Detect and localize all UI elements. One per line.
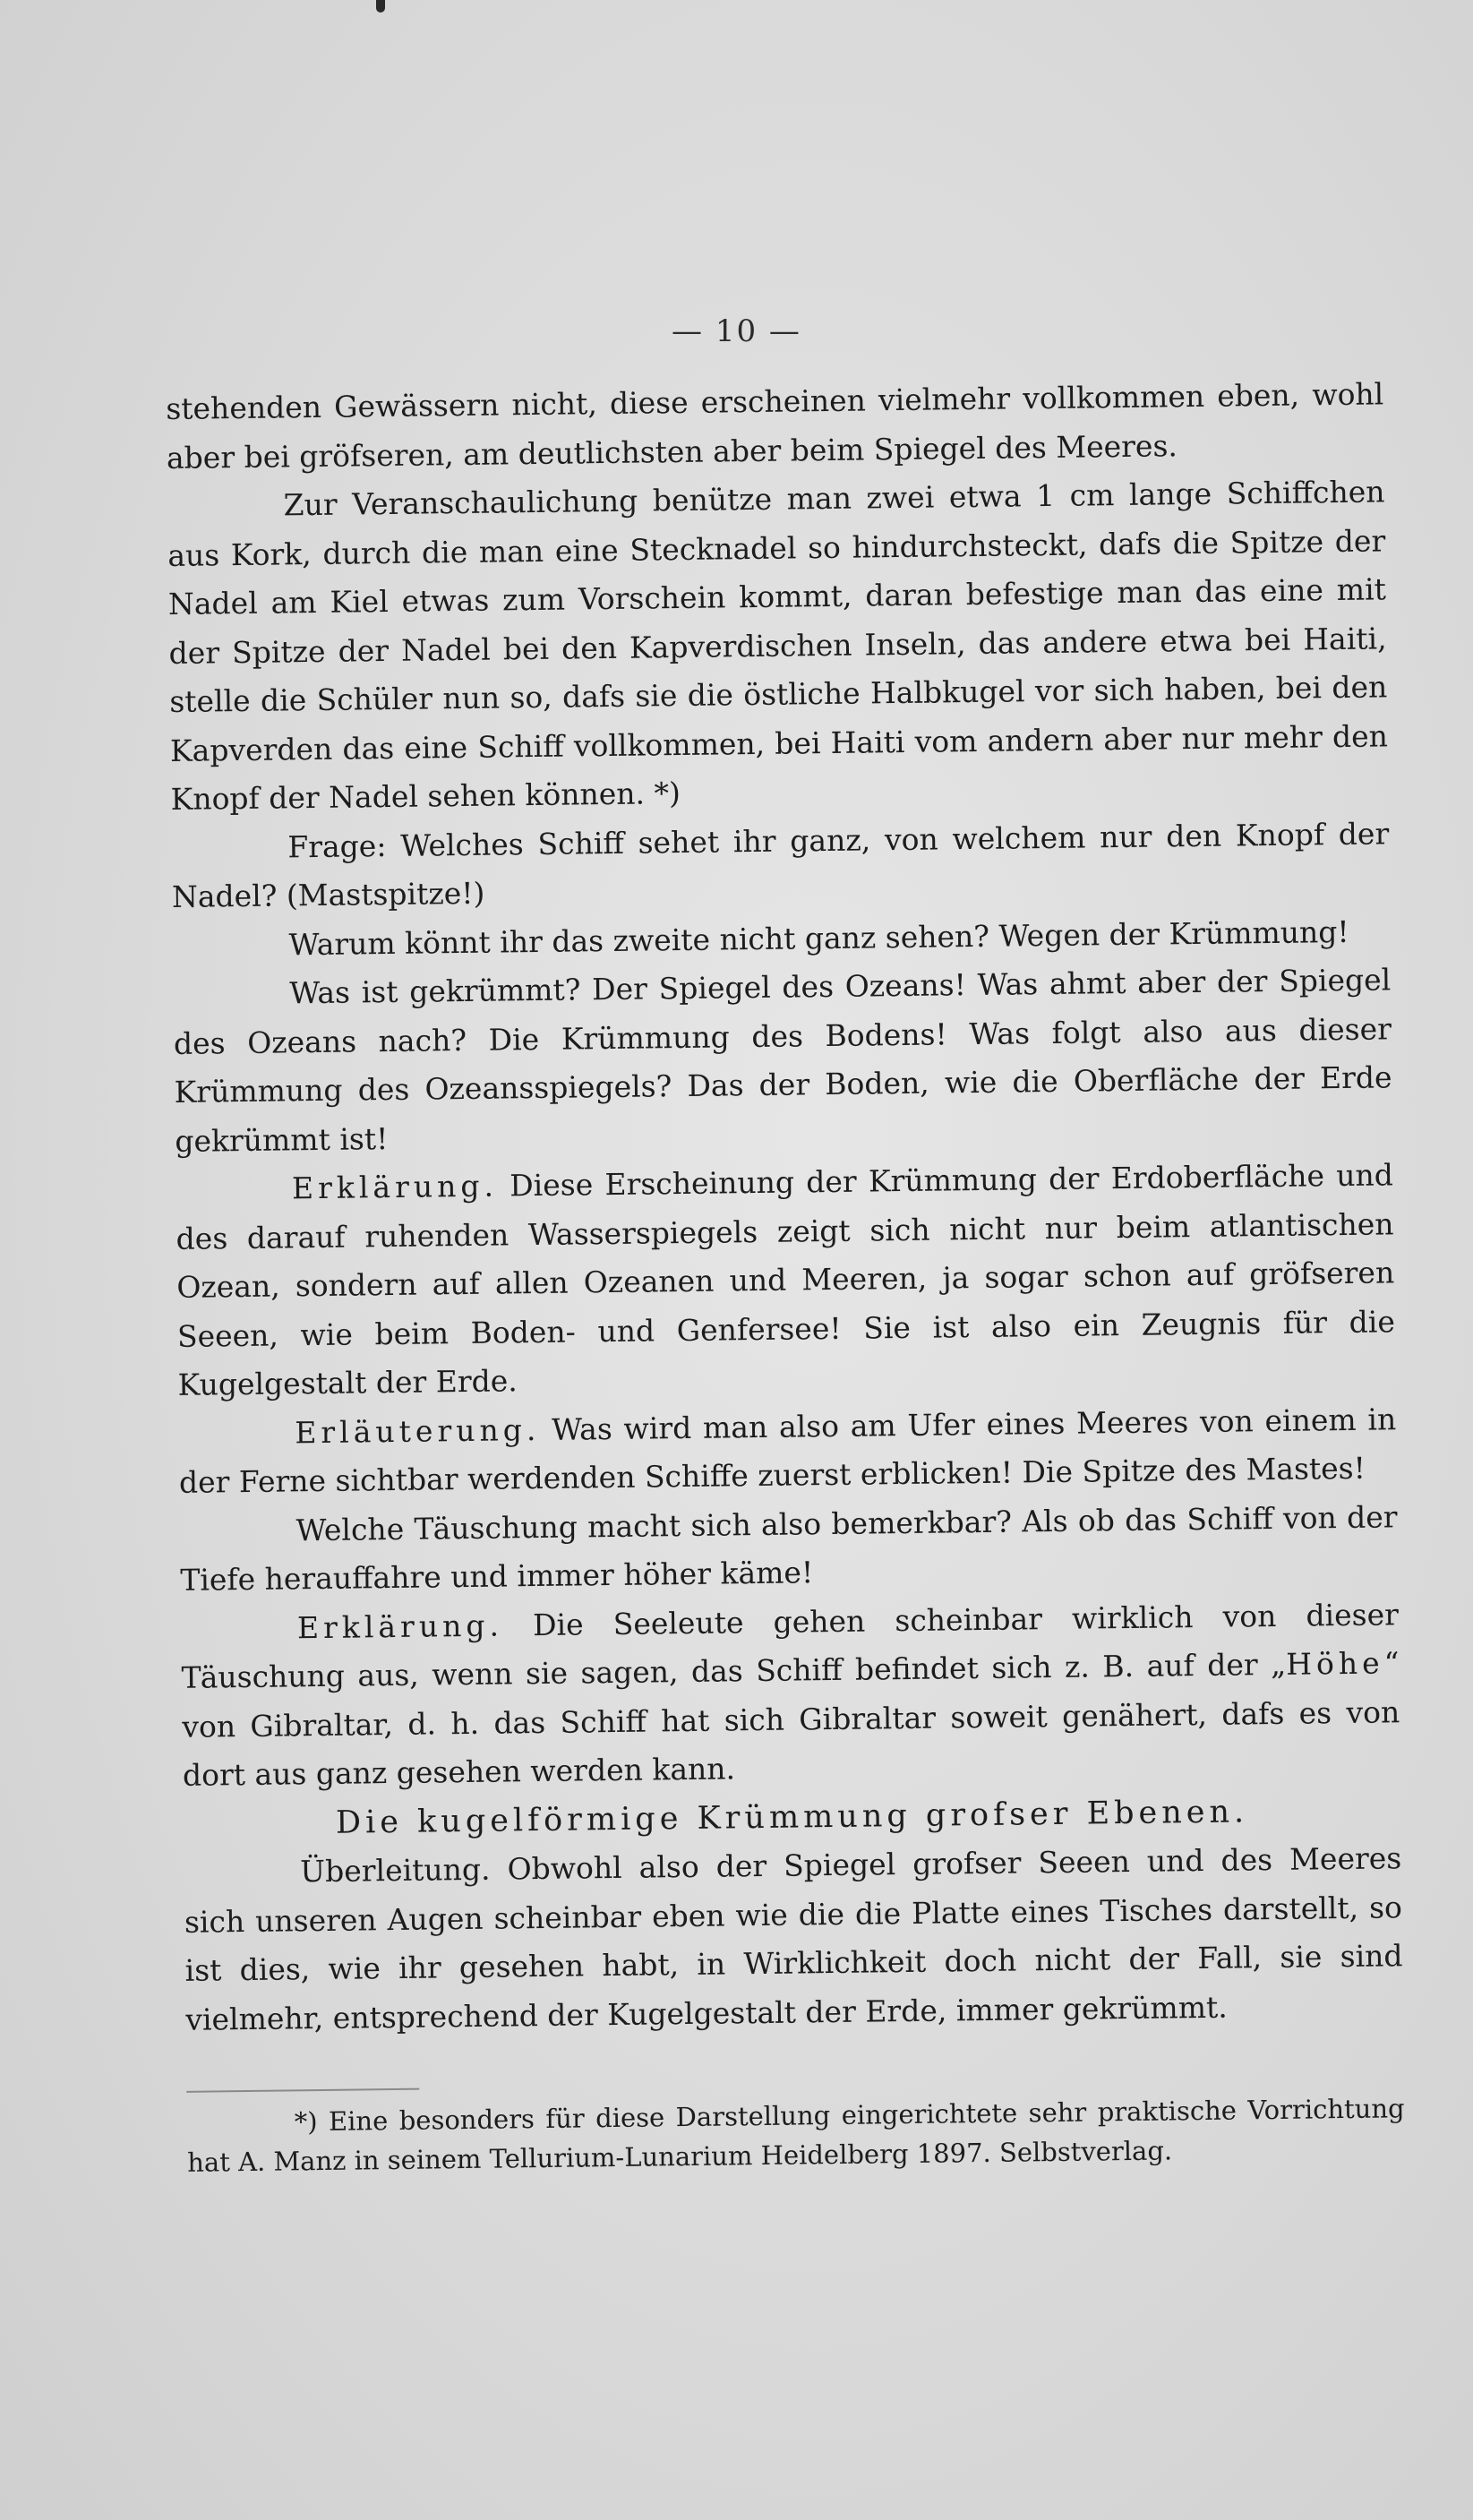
paragraph-text: Was wird man also am Ufer eines Meeres von einem in der Ferne sichtbar werdenden Schiffe zuerst erblicken! Die Spitze des Mastes! <box>178 1401 1397 1500</box>
paragraph-text: Obwohl also der Spiegel grofser Seeen und des Meeres sich unseren Augen scheinbar eben wie die die Platte eines Tisches darstellt, so ist dies, wie ihr gesehen habt, in Wirklichkeit doch nicht der Fall, sie sind vielmehr, entsprechend der Kugelgestalt der Erde, immer gekrümmt. <box>184 1840 1403 2037</box>
paragraph: stehenden Gewässern nicht, diese erscheinen vielmehr vollkommen eben, wohl aber bei gröfseren, am deutlichsten aber beim Spiegel des Meeres. <box>166 376 1384 476</box>
elucidation-label: Erläuterung. <box>295 1411 541 1450</box>
ink-blot <box>376 0 385 13</box>
paragraph-text: “ von Gibraltar, d. h. das Schiff hat sich Gibraltar soweit genähert, dafs es von dort aus ganz gesehen werden kann. <box>182 1645 1400 1793</box>
question-label: Frage: <box>287 827 387 864</box>
footnote-divider <box>186 2088 419 2093</box>
page-number: — 10 — <box>672 313 801 349</box>
paragraph <box>178 1395 1397 1508</box>
paragraph <box>184 1834 1404 2044</box>
transition-label: Überleitung. <box>300 1851 491 1890</box>
footnote: *) Eine besonders für diese Darstellung eingerichtete sehr praktische Vorrichtung hat A. Manz in seinem Tellurium-Lunarium Heidelberg 1897. Selbstverlag. <box>187 2093 1405 2178</box>
paragraph <box>171 810 1390 922</box>
explanation-label: Erklärung. <box>296 1607 504 1645</box>
paragraph: Was ist gekrümmt? Der Spiegel des Ozeans! Was ahmt aber der Spiegel des Ozeans nach? Die Krümmung des Bodens! Was folgt also aus dieser Krümmung des Ozeansspiegels? Das der Boden, wie die Oberfläche der Erde gekrümmt ist! <box>173 962 1392 1159</box>
paragraph <box>176 1151 1396 1410</box>
paragraph <box>181 1590 1401 1801</box>
body-text <box>166 370 1405 2181</box>
paragraph: Warum könnt ihr das zweite nicht ganz sehen? Wegen der Krümmung! <box>288 913 1349 962</box>
paragraph-text: Die Seeleute gehen scheinbar wirklich von dieser Täuschung aus, wenn sie sagen, das Schiff befindet sich z. B. auf der „ <box>181 1596 1400 1695</box>
emphasized-word: Höhe <box>1285 1645 1384 1682</box>
paragraph-text: Diese Erscheinung der Krümmung der Erdoberfläche und des darauf ruhenden Wasserspiegels zeigt sich nicht nur beim atlantischen Ozean, sondern auf allen Ozeanen und Meeren, ja sogar schon auf gröfseren Seeen, wie beim Boden- und Genfersee! Sie ist also ein Zeugnis für die Kugelgestalt der Erde. <box>176 1157 1396 1402</box>
explanation-label: Erklärung. <box>291 1168 499 1206</box>
paragraph: Zur Veranschaulichung benütze man zwei etwa 1 cm lange Schiffchen aus Kork, durch die man eine Stecknadel so hindurchsteckt, dafs die Spitze der Nadel am Kiel etwas zum Vorschein kommt, daran befestige man das eine mit der Spitze der Nadel bei den Kapverdischen Inseln, das andere etwa bei Haiti, stelle die Schüler nun so, dafs sie die östliche Halbkugel vor sich haben, bei den Kapverden das eine Schiff vollkommen, bei Haiti vom andern aber nur mehr den Knopf der Nadel sehen können. *) <box>167 474 1389 817</box>
section-heading: Die kugelförmige Krümmung grofser Ebenen. <box>335 1793 1249 1841</box>
paragraph-text: Welches Schiff sehet ihr ganz, von welchem nur den Knopf der Nadel? (Mastspitze!) <box>171 815 1390 914</box>
paragraph: Welche Täuschung macht sich also bemerkbar? Als ob das Schiff von der Tiefe herauffahre und immer höher käme! <box>180 1498 1398 1598</box>
